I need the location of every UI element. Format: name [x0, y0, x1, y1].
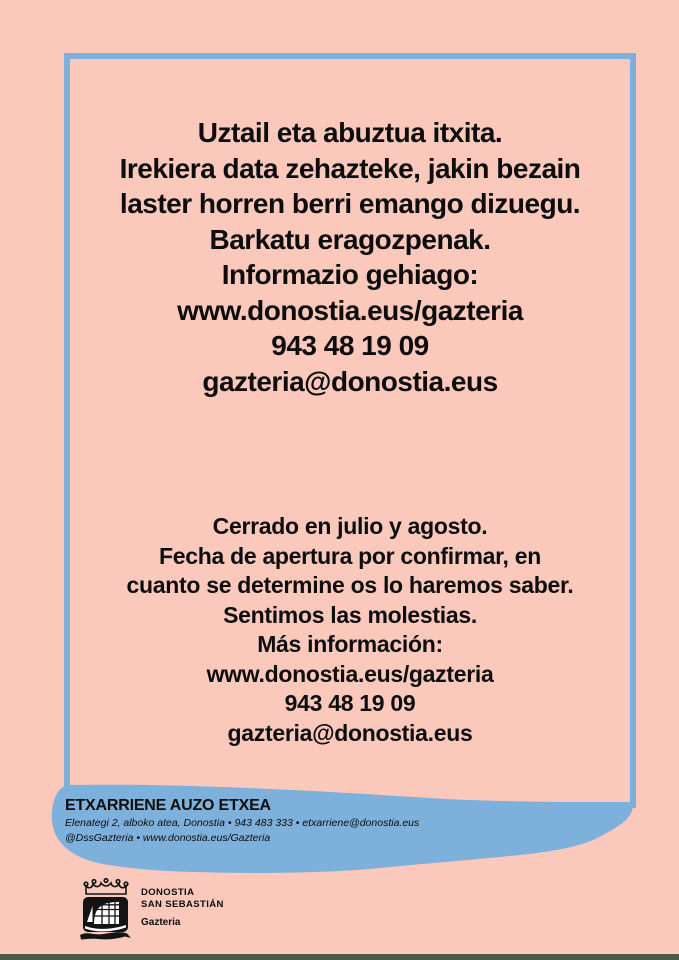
logo-city-name: DONOSTIA [141, 887, 195, 898]
notice-spanish [64, 512, 636, 748]
notice-line: Irekiera data zehazteke, jakin bezain [119, 152, 581, 184]
notice-line: Informazio gehiago: [221, 259, 479, 290]
notice-website: www.donostia.eus/gazteria [206, 660, 494, 687]
notice-line: laster horren berri emango dizuegu. [119, 188, 581, 219]
notice-line: Fecha de apertura por confirmar, en [159, 542, 541, 569]
notice-line: Cerrado en julio y agosto. [212, 513, 488, 539]
notice-line: cuanto se determine os lo haremos saber. [126, 572, 574, 598]
notice-phone: 943 48 19 09 [284, 690, 416, 716]
notice-line: Uztail eta abuztua itxita. [197, 117, 503, 148]
venue-social: @DssGazteria • www.donostia.eus/Gazteria [65, 831, 271, 844]
notice-phone: 943 48 19 09 [271, 330, 429, 361]
notice-basque [64, 115, 636, 399]
logo-city-name: SAN SEBASTIÁN [141, 899, 224, 910]
footer-info [65, 797, 419, 844]
venue-name: ETXARRIENE AUZO ETXEA [65, 797, 271, 814]
notice-website: www.donostia.eus/gazteria [177, 294, 523, 326]
notice-line: Más información: [257, 631, 443, 657]
venue-address: Elenategi 2, alboko atea, Donostia • 943 483 333 • etxarriene@donostia.eus [65, 817, 420, 829]
donostia-crest-icon [80, 876, 132, 942]
notice-email: gazteria@donostia.eus [227, 719, 473, 746]
notice-line: Barkatu eragozpenak. [209, 223, 491, 255]
logo-text [141, 876, 224, 928]
bottom-accent-strip [0, 954, 679, 960]
notice-line: Sentimos las molestias. [223, 601, 477, 628]
notice-email: gazteria@donostia.eus [202, 365, 498, 397]
city-logo [80, 876, 224, 942]
logo-department: Gazteria [141, 917, 181, 928]
